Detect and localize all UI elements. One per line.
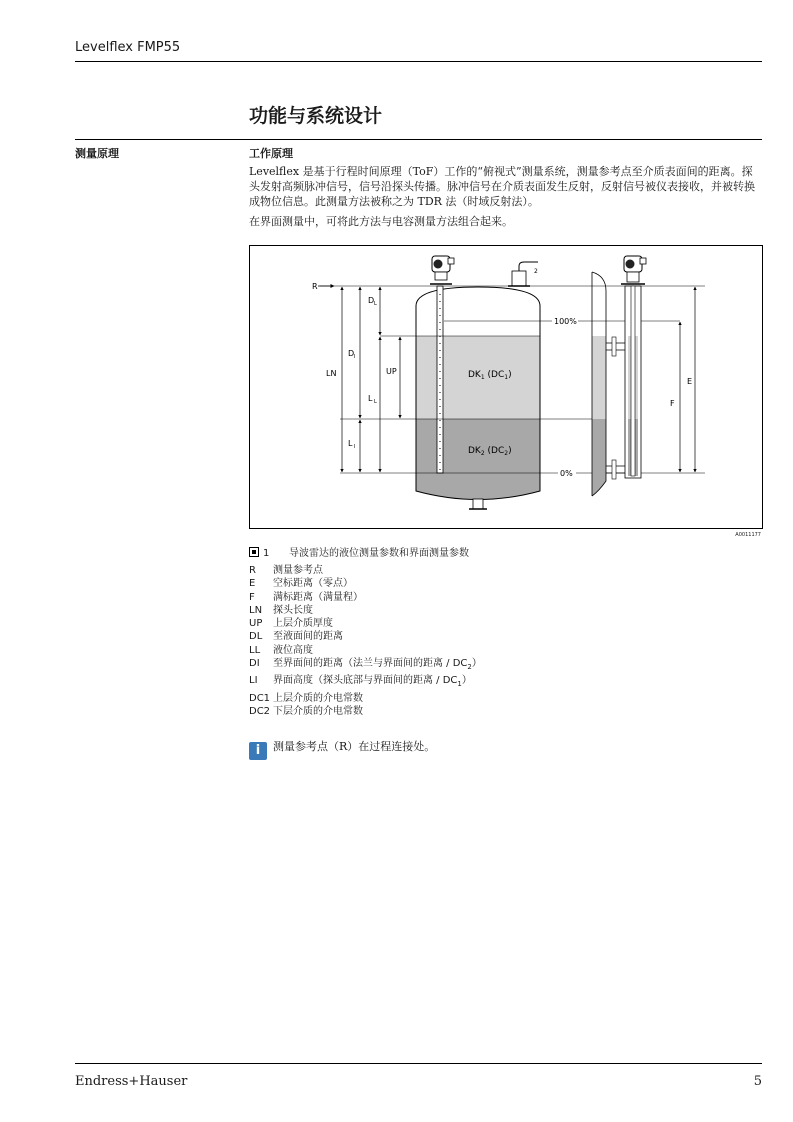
footer-brand: Endress+Hauser: [75, 1074, 188, 1089]
figure-caption: [249, 544, 469, 559]
top-nozzle: [512, 271, 526, 286]
label-DI-sub: I: [354, 354, 356, 360]
label-UP: UP: [386, 367, 397, 376]
legend-row: DC1 上层介质的介电常数: [249, 692, 363, 704]
page-number: 5: [753, 1074, 762, 1089]
legend-row: F 满标距离（满量程）: [249, 591, 363, 603]
label-DI: D: [348, 349, 355, 358]
header-rule: [75, 61, 762, 62]
label-DL: D: [368, 296, 375, 305]
figure-number: 1: [263, 548, 270, 559]
note-text: 测量参考点（R）在过程连接处。: [273, 740, 436, 753]
legend-row: LN 探头长度: [249, 604, 313, 616]
info-note: [249, 738, 435, 760]
probe-rod: [437, 286, 443, 473]
paragraph-2: 在界面测量中，可将此方法与电容测量方法组合起来。: [249, 215, 513, 228]
bottom-nozzle: [473, 499, 483, 509]
legend-row: LI 界面高度（探头底部与界面间的距离 / $DC_1$）: [249, 675, 472, 689]
section-rule: [75, 139, 762, 140]
legend-row: E 空标距离（零点）: [249, 578, 353, 590]
caption-text: 导波雷达的液位测量参数和界面测量参数: [289, 548, 469, 559]
footer-rule: [75, 1063, 762, 1064]
label-E: E: [687, 377, 693, 386]
legend-row: LL 液位高度: [249, 644, 313, 656]
label-100pct: 100%: [554, 317, 577, 326]
running-header: Levelflex FMP55: [75, 40, 181, 55]
paragraph-1: Levelflex 是基于行程时间原理（ToF）工作的“俯视式”测量系统，测量参考点至介质表面间的距离。探头发射高频脉冲信号，信号沿探头传播。脉冲信号在介质表面发生反射，反射信号被仪表接收，并被转换成物位信息。此测量方法被称之为 TDR 法（时域反射法）。: [249, 165, 755, 208]
label-R: R: [312, 282, 318, 291]
label-LL: L: [368, 394, 373, 403]
lower-medium-fill: [416, 419, 540, 500]
label-num2: 2: [534, 268, 538, 275]
legend-row: DC2 下层介质的介电常数: [249, 705, 363, 717]
label-dk2: $DK_2$ $(DC_2)$: [468, 446, 512, 457]
label-LI: L: [348, 439, 353, 448]
figure-diagram: [249, 245, 763, 538]
legend-row: R 测量参考点: [249, 565, 323, 576]
label-LL-sub: L: [374, 399, 377, 405]
label-DL-sub: L: [374, 301, 377, 307]
info-icon: i: [249, 742, 267, 760]
subheading: 工作原理: [249, 147, 293, 160]
legend-row: DL 至液面间的距离: [249, 631, 343, 643]
label-dk1: $DK_1$ $(DC_1)$: [468, 370, 512, 381]
label-LN: LN: [326, 369, 337, 378]
legend-row: DI 至界面间的距离（法兰与界面间的距离 / $DC_2$）: [249, 658, 482, 672]
figure-code-text: A0011177: [735, 532, 761, 538]
label-LI-sub: I: [354, 444, 356, 450]
side-heading: 测量原理: [75, 147, 119, 160]
label-0pct: 0%: [560, 469, 573, 478]
label-F: F: [670, 399, 675, 408]
section-title: 功能与系统设计: [249, 105, 383, 127]
legend-list: [249, 564, 482, 718]
figure-icon: [249, 547, 259, 557]
tank-diagram-svg: [250, 246, 762, 528]
legend-row: UP 上层介质厚度: [249, 618, 333, 630]
